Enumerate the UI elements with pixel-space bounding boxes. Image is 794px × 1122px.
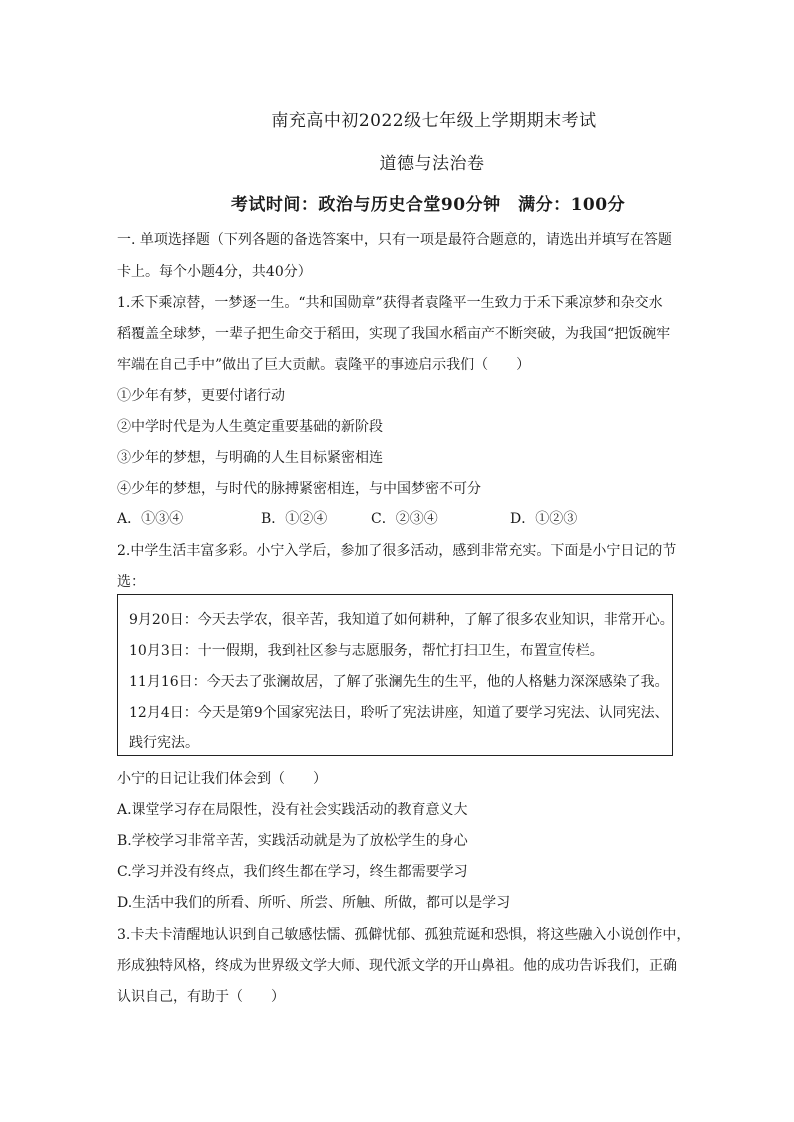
diary-entry: 11月16日：今天去了张澜故居，了解了张澜先生的生平，他的人格魅力深深感染了我。: [129, 674, 669, 690]
question-2-option-b: B.学校学习非常辛苦，实践活动就是为了放松学生的身心: [117, 833, 468, 849]
diary-excerpt-box: [117, 594, 673, 756]
question-1-item-2: ②中学时代是为人生奠定重要基础的新阶段: [117, 419, 383, 435]
question-1-item-1: ①少年有梦，更要付诸行动: [117, 388, 285, 404]
question-1-option-a: A．①③④: [117, 511, 184, 527]
question-1-option-c: C．②③④: [371, 511, 438, 527]
question-2-stem-line-1: 2.中学生活丰富多彩。小宁入学后，参加了很多活动，感到非常充实。下面是小宁日记的节: [117, 543, 677, 559]
section-instruction-line-2: 卡上。每个小题4分，共40分）: [117, 264, 312, 280]
question-3-stem-line-1: 3.卡夫卡清醒地认识到自己敏感怯懦、孤僻忧郁、孤独荒诞和恐惧，将这些融入小说创作中，: [117, 927, 691, 943]
question-1-item-3: ③少年的梦想，与明确的人生目标紧密相连: [117, 450, 383, 466]
question-1-stem-line-1: 1.禾下乘凉替，一梦逐一生。“共和国勋章”获得者袁隆平一生致力于禾下乘凉梦和杂交水: [117, 295, 663, 311]
exam-info: 考试时间：政治与历史合堂90分钟 满分：100分: [230, 195, 626, 215]
question-2-prompt: 小宁的日记让我们体会到（ ）: [117, 771, 327, 787]
question-2-stem-line-2: 选：: [117, 574, 145, 590]
question-1-options: [117, 508, 677, 530]
exam-title: 南充高中初2022级七年级上学期期末考试: [271, 111, 597, 131]
diary-entry: 10月3日：十一假期，我到社区参与志愿服务，帮忙打扫卫生，布置宣传栏。: [129, 643, 604, 659]
question-1-item-4: ④少年的梦想，与时代的脉搏紧密相连，与中国梦密不可分: [117, 481, 481, 497]
section-instruction-line-1: 一. 单项选择题（下列各题的备选答案中，只有一项是最符合题意的，请选出并填写在答题: [117, 232, 672, 248]
question-1-option-b: B．①②④: [261, 511, 328, 527]
diary-entry: 9月20日：今天去学农，很辛苦，我知道了如何耕种，了解了很多农业知识，非常开心。: [129, 612, 674, 628]
question-1-stem-line-3: 牢端在自己手中”做出了巨大贡献。袁隆平的事迹启示我们（ ）: [117, 357, 531, 373]
question-1-stem-line-2: 稻覆盖全球梦，一辈子把生命交于稻田，实现了我国水稻亩产不断突破，为我国“把饭碗牢: [117, 326, 671, 342]
question-1-option-d: D．①②③: [510, 511, 578, 527]
question-3-stem-line-3: 认识自己，有助于（ ）: [117, 989, 285, 1005]
diary-entry-continuation: 践行宪法。: [129, 735, 199, 751]
diary-entry: 12月4日：今天是第9个国家宪法日，聆听了宪法讲座，知道了要学习宪法、认同宪法、: [129, 705, 669, 721]
question-2-option-d: D.生活中我们的所看、所听、所尝、所触、所做，都可以是学习: [117, 895, 511, 911]
question-2-option-a: A.课堂学习存在局限性，没有社会实践活动的教育意义大: [117, 802, 468, 818]
exam-subtitle: 道德与法治卷: [379, 154, 485, 174]
question-2-option-c: C.学习并没有终点，我们终生都在学习，终生都需要学习: [117, 864, 468, 880]
question-3-stem-line-2: 形成独特风格，终成为世界级文学大师、现代派文学的开山鼻祖。他的成功告诉我们，正确: [117, 958, 677, 974]
